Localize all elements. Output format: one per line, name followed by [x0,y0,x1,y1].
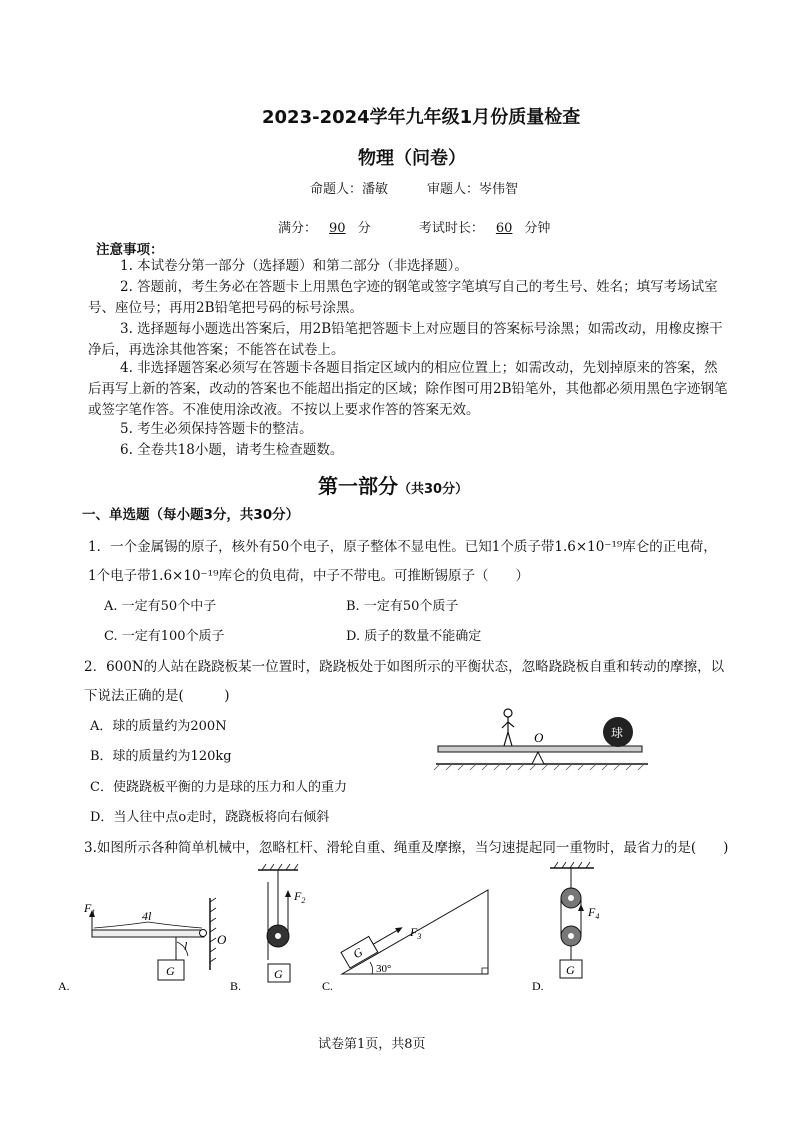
q2-stem-line2: 下说法正确的是( ) [84,688,230,704]
score-unit: 分 [357,221,371,236]
lever-pivot-label: O [217,932,227,947]
incline-diagram [322,890,488,993]
q2-option-b: B．球的质量约为120kg [90,749,232,764]
weight-d-label: G [566,963,575,977]
option-a-label: A. [58,979,70,993]
q3-stem: 3.如图所示各种简单机械中，忽略杠杆、滑轮自重、绳重及摩擦，当匀速提起同一重物时，最省力的是( ) [84,840,729,856]
option-c-label: C. [322,979,334,993]
note-item: 3. 选择题每小题选出答案后，用2B铅笔把答题卡上对应题目的答案标号涂黑；如需改动，用橡皮擦干净后，再选涂其他答案；不能答在试卷上。 [88,321,723,358]
q2-option-a: A．球的质量约为200N [90,719,227,734]
q2-option-c: C．使跷跷板平衡的力是球的压力和人的重力 [90,780,347,795]
page-footer: 试卷第1页，共8页 [318,1037,426,1052]
part1-title: 第一部分 [318,474,398,498]
time-unit: 分钟 [524,221,551,236]
note-item: 2. 答题前，考生务必在答题卡上用黑色字迹的钢笔或签字笔填写自己的考生号、姓名；填写考场试室号、座位号；再用2B铅笔把号码的标号涂黑。 [88,279,718,316]
exam-meta [278,217,550,236]
q1-option-b: B. 一定有50个质子 [346,599,459,614]
len1-label: l [184,939,188,953]
part1-score: （共30分） [398,482,469,497]
notes-heading: 注意事项： [96,242,164,258]
note-item: 4. 非选择题答案必须写在答题卡各题目指定区域内的相应位置上；如需改动，先划掉原来的答案，然后再写上新的答案，改动的答案也不能超出指定的区域；除作图可用2B铅笔外，其他都必须用黑色字迹钢笔或签字笔作答。不准使用涂改液。不按以上要求作答的答案无效。 [88,360,728,418]
weight-b-label: G [274,967,283,981]
option-b-label: B. [230,979,242,993]
note-item: 1. 本试卷分第一部分（选择题）和第二部分（非选择题）。 [120,258,468,274]
f2-label: $F_2$ [294,889,306,905]
f1-label: $F_1$ [84,901,96,917]
angle-label: 30° [376,963,392,975]
score-value: 90 [329,221,346,236]
len4-label: 4l [142,909,152,923]
exam-authors: 命题人：潘敏 审题人：岑伟智 [310,182,519,197]
q1-stem-line1: 1．一个金属锡的原子，核外有50个电子，原子整体不显电性。已知1个质子带1.6×10⁻¹⁹库仑的正电荷， [88,539,717,555]
section-title: 一、单选题（每小题3分，共30分） [82,507,300,523]
seesaw-figure [432,700,652,772]
part1-heading [318,470,468,499]
q2-stem-line1: 2．600N的人站在跷跷板某一位置时，跷跷板处于如图所示的平衡状态，忽略跷跷板自重和转动的摩擦，以 [84,659,725,675]
q1-stem-line2: 1个电子带1.6×10⁻¹⁹库仑的负电荷，中子不带电。可推断锡原子（ ） [88,568,529,584]
pulley-block-diagram [532,862,599,993]
note-item: 6. 全卷共18小题，请考生检查题数。 [120,442,344,458]
q2-option-d: D．当人往中点o走时，跷跷板将向右倾斜 [90,810,330,825]
weight-a-label: G [166,964,175,978]
lever-diagram [58,898,227,993]
ball-label: 球 [611,726,624,740]
q1-option-c: C. 一定有100个质子 [104,629,225,644]
score-label: 满分： [278,221,318,236]
exam-title: 2023-2024学年九年级1月份质量检查 [262,107,581,128]
person-icon [502,709,514,746]
q1-option-a: A. 一定有50个中子 [104,599,217,614]
time-value: 60 [495,221,513,236]
simple-machines-figure [50,860,610,995]
time-label: 考试时长： [418,221,484,236]
fixed-pulley-diagram [230,864,305,993]
pivot-label: O [534,730,544,745]
option-d-label: D. [532,979,544,993]
exam-subtitle: 物理（问卷） [358,148,466,169]
f3-label: $F_3$ [410,925,422,941]
note-item: 5. 考生必须保持答题卡的整洁。 [120,421,313,437]
q1-option-d: D. 质子的数量不能确定 [346,629,482,644]
f4-label: $F_4$ [588,905,600,921]
weight-c-label: G [350,944,366,962]
seesaw-fulcrum [532,752,544,764]
seesaw-board [438,746,642,752]
